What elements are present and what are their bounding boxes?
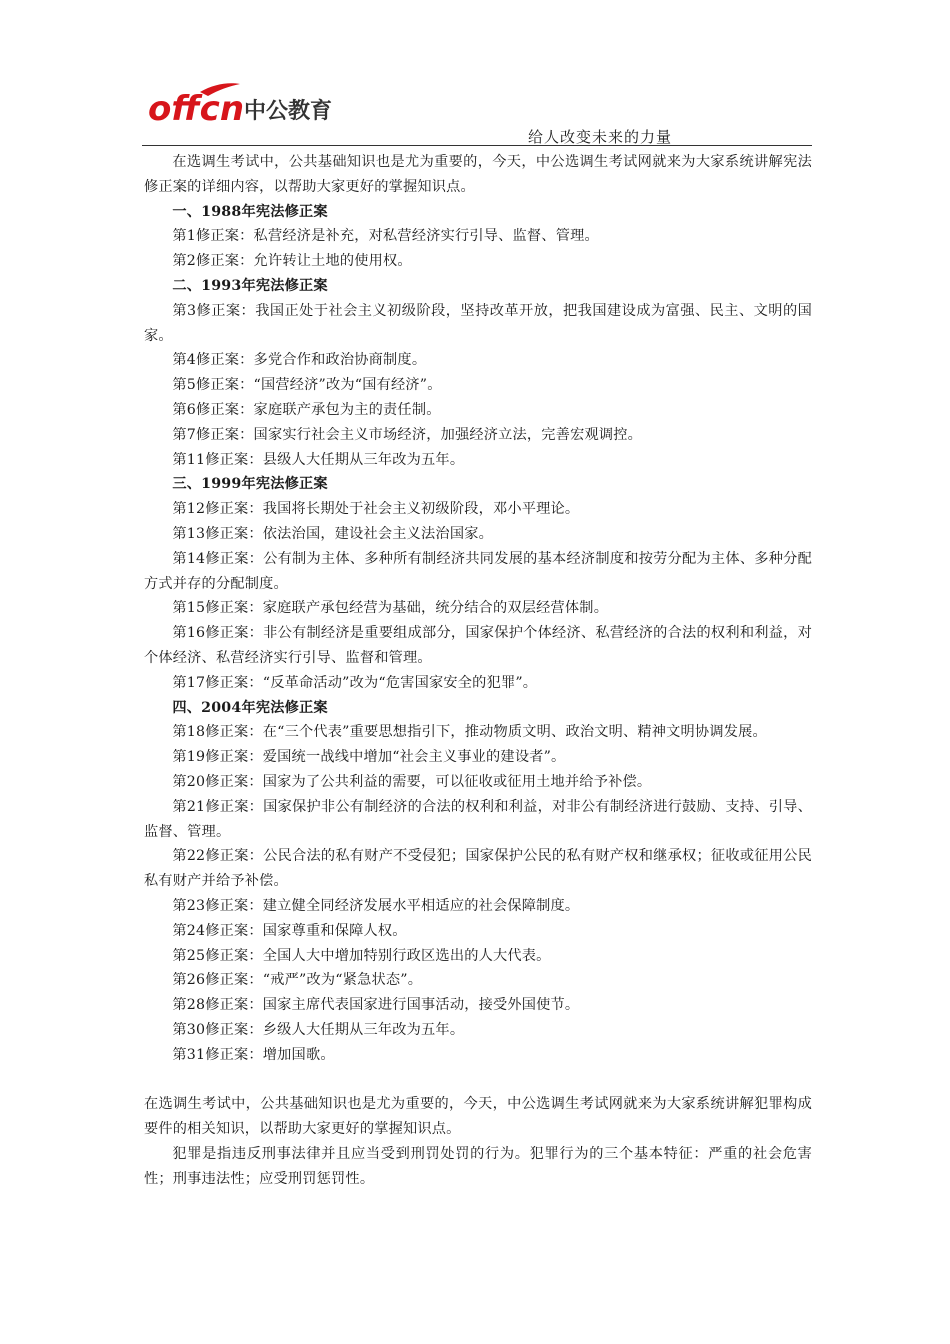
amendment-item: 第17修正案：“反革命活动”改为“危害国家安全的犯罪”。 [172,674,538,691]
amendment-item: 第11修正案：县级人大任期从三年改为五年。 [172,451,465,468]
amendment-item: 第16修正案：非公有制经济是重要组成部分，国家保护个体经济、私营经济的合法的权利和利益，对个体经济、私营经济实行引导、监督和管理。 [144,625,812,666]
page-header [142,68,812,146]
section-spacer [144,1067,812,1092]
amendment-item: 第24修正案：国家尊重和保障人权。 [172,922,407,939]
amendment-item: 第14修正案：公有制为主体、多种所有制经济共同发展的基本经济制度和按劳分配为主体、多种分配方式并存的分配制度。 [144,550,812,592]
amendment-item: 第22修正案：公民合法的私有财产不受侵犯；国家保护公民的私有财产权和继承权；征收或征用公民私有财产并给予补偿。 [144,848,812,890]
offcn-logo [148,82,343,126]
section-heading-1993: 二、1993年宪法修正案 [172,277,328,294]
crime-intro-paragraph: 在选调生考试中，公共基础知识也是尤为重要的，今天，中公选调生考试网就来为大家系统讲解犯罪构成要件的相关知识，以帮助大家更好的掌握知识点。 [144,1096,812,1138]
amendment-item: 第1修正案：私营经济是补充，对私营经济实行引导、监督、管理。 [172,228,599,245]
document-body [144,150,812,1191]
amendment-item: 第20修正案：国家为了公共利益的需要，可以征收或征用土地并给予补偿。 [172,773,652,790]
section-heading-2004: 四、2004年宪法修正案 [172,699,328,716]
section-heading-1988: 一、1988年宪法修正案 [172,203,328,220]
logo-brand-name: 中公教育 [244,99,333,124]
amendment-item: 第3修正案：我国正处于社会主义初级阶段，坚持改革开放，把我国建设成为富强、民主、文明的国家。 [144,302,812,344]
amendment-item: 第23修正案：建立健全同经济发展水平相适应的社会保障制度。 [172,897,580,914]
amendment-item: 第13修正案：依法治国，建设社会主义法治国家。 [172,525,493,542]
amendment-item: 第5修正案：“国营经济”改为“国有经济”。 [172,377,442,394]
header-divider [142,145,812,146]
logo-wordmark: offcn [148,89,245,126]
amendment-item: 第30修正案：乡级人大任期从三年改为五年。 [172,1021,465,1038]
amendment-item: 第18修正案：在“三个代表”重要思想指引下，推动物质文明、政治文明、精神文明协调发展。 [172,724,767,741]
amendment-item: 第6修正案：家庭联产承包为主的责任制。 [172,401,441,418]
amendment-item: 第19修正案：爱国统一战线中增加“社会主义事业的建设者”。 [172,749,566,766]
amendment-item: 第7修正案：国家实行社会主义市场经济，加强经济立法，完善宏观调控。 [172,426,643,443]
amendment-item: 第12修正案：我国将长期处于社会主义初级阶段，邓小平理论。 [172,501,580,518]
amendment-item: 第31修正案：增加国歌。 [172,1046,335,1063]
amendment-item: 第2修正案：允许转让土地的使用权。 [172,253,412,270]
amendment-item: 第15修正案：家庭联产承包经营为基础，统分结合的双层经营体制。 [172,600,609,617]
amendment-item: 第4修正案：多党合作和政治协商制度。 [172,352,427,369]
amendment-item: 第25修正案：全国人大中增加特别行政区选出的人大代表。 [172,947,551,964]
header-slogan: 给人改变未来的力量 [527,128,672,146]
amendment-item: 第21修正案：国家保护非公有制经济的合法的权利和利益，对非公有制经济进行鼓励、支持、引导、监督、管理。 [144,798,812,840]
amendment-item: 第28修正案：国家主席代表国家进行国事活动，接受外国使节。 [172,997,580,1014]
intro-paragraph: 在选调生考试中，公共基础知识也是尤为重要的，今天，中公选调生考试网就来为大家系统讲解宪法修正案的详细内容，以帮助大家更好的掌握知识点。 [144,154,812,195]
amendment-item: 第26修正案：“戒严”改为“紧急状态”。 [172,972,423,989]
logo-graphic [148,82,343,126]
crime-definition-paragraph: 犯罪是指违反刑事法律并且应当受到刑罚处罚的行为。犯罪行为的三个基本特征：严重的社会危害性；刑事违法性；应受刑罚惩罚性。 [144,1145,812,1187]
section-heading-1999: 三、1999年宪法修正案 [172,476,328,493]
